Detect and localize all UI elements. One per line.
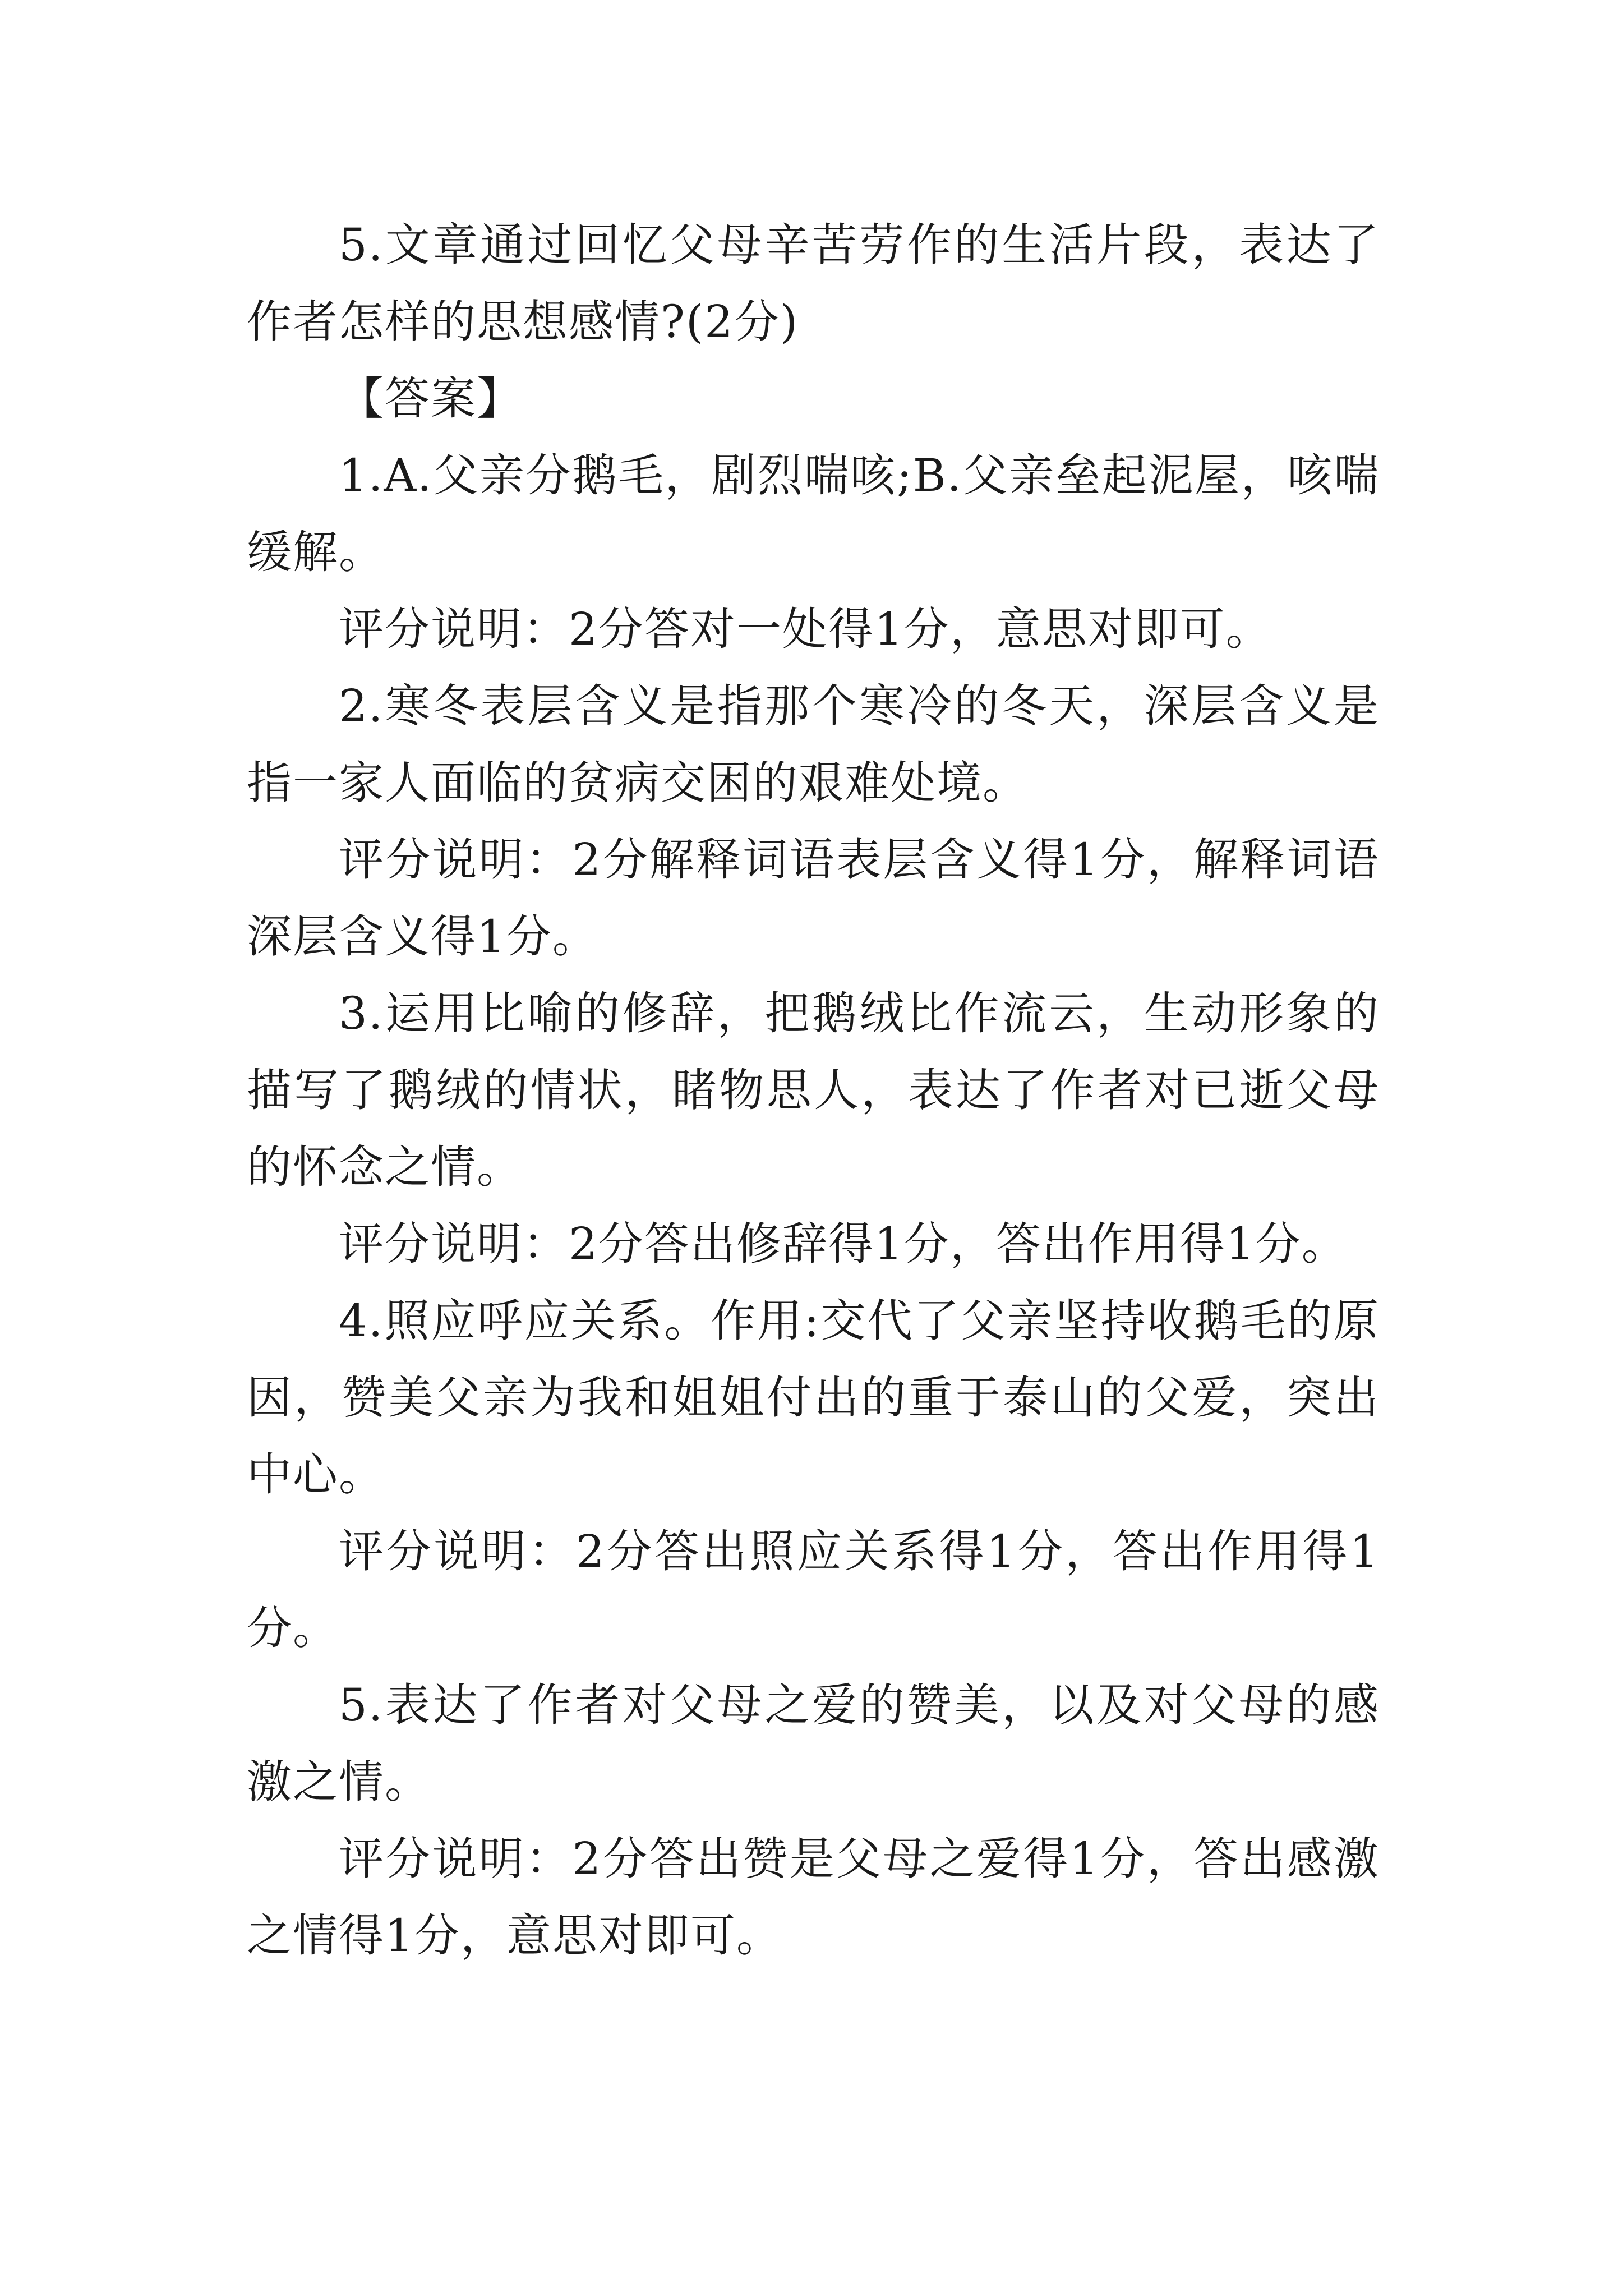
scoring-note-4: 评分说明：2分答出照应关系得1分，答出作用得1分。 — [247, 1525, 1380, 1654]
answer-4: 4.照应呼应关系。作用:交代了父亲坚持收鹅毛的原因，赞美父亲为我和姐姐付出的重于泰山的父爱，突出中心。 — [247, 1295, 1380, 1501]
answer-2: 2.寒冬表层含义是指那个寒冷的冬天，深层含义是指一家人面临的贫病交困的艰难处境。 — [247, 680, 1380, 809]
scoring-note-5: 评分说明：2分答出赞是父母之爱得1分，答出感激之情得1分，意思对即可。 — [247, 1833, 1380, 1962]
scoring-note-2: 评分说明：2分解释词语表层含义得1分，解释词语深层含义得1分。 — [247, 834, 1380, 963]
answer-heading: 【答案】 — [339, 372, 523, 425]
scoring-note-3: 评分说明：2分答出修辞得1分，答出作用得1分。 — [339, 1218, 1348, 1270]
answer-5: 5.表达了作者对父母之爱的赞美，以及对父母的感激之情。 — [247, 1679, 1380, 1808]
question-5: 5.文章通过回忆父母辛苦劳作的生活片段，表达了作者怎样的思想感情?(2分) — [247, 219, 1380, 348]
document-body — [247, 206, 1380, 1974]
scoring-note-1: 评分说明：2分答对一处得1分，意思对即可。 — [339, 603, 1272, 655]
answer-1: 1.A.父亲分鹅毛，剧烈喘咳;B.父亲垒起泥屋，咳喘缓解。 — [247, 449, 1380, 578]
answer-3: 3.运用比喻的修辞，把鹅绒比作流云，生动形象的描写了鹅绒的情状，睹物思人，表达了作者对已逝父母的怀念之情。 — [247, 987, 1380, 1193]
